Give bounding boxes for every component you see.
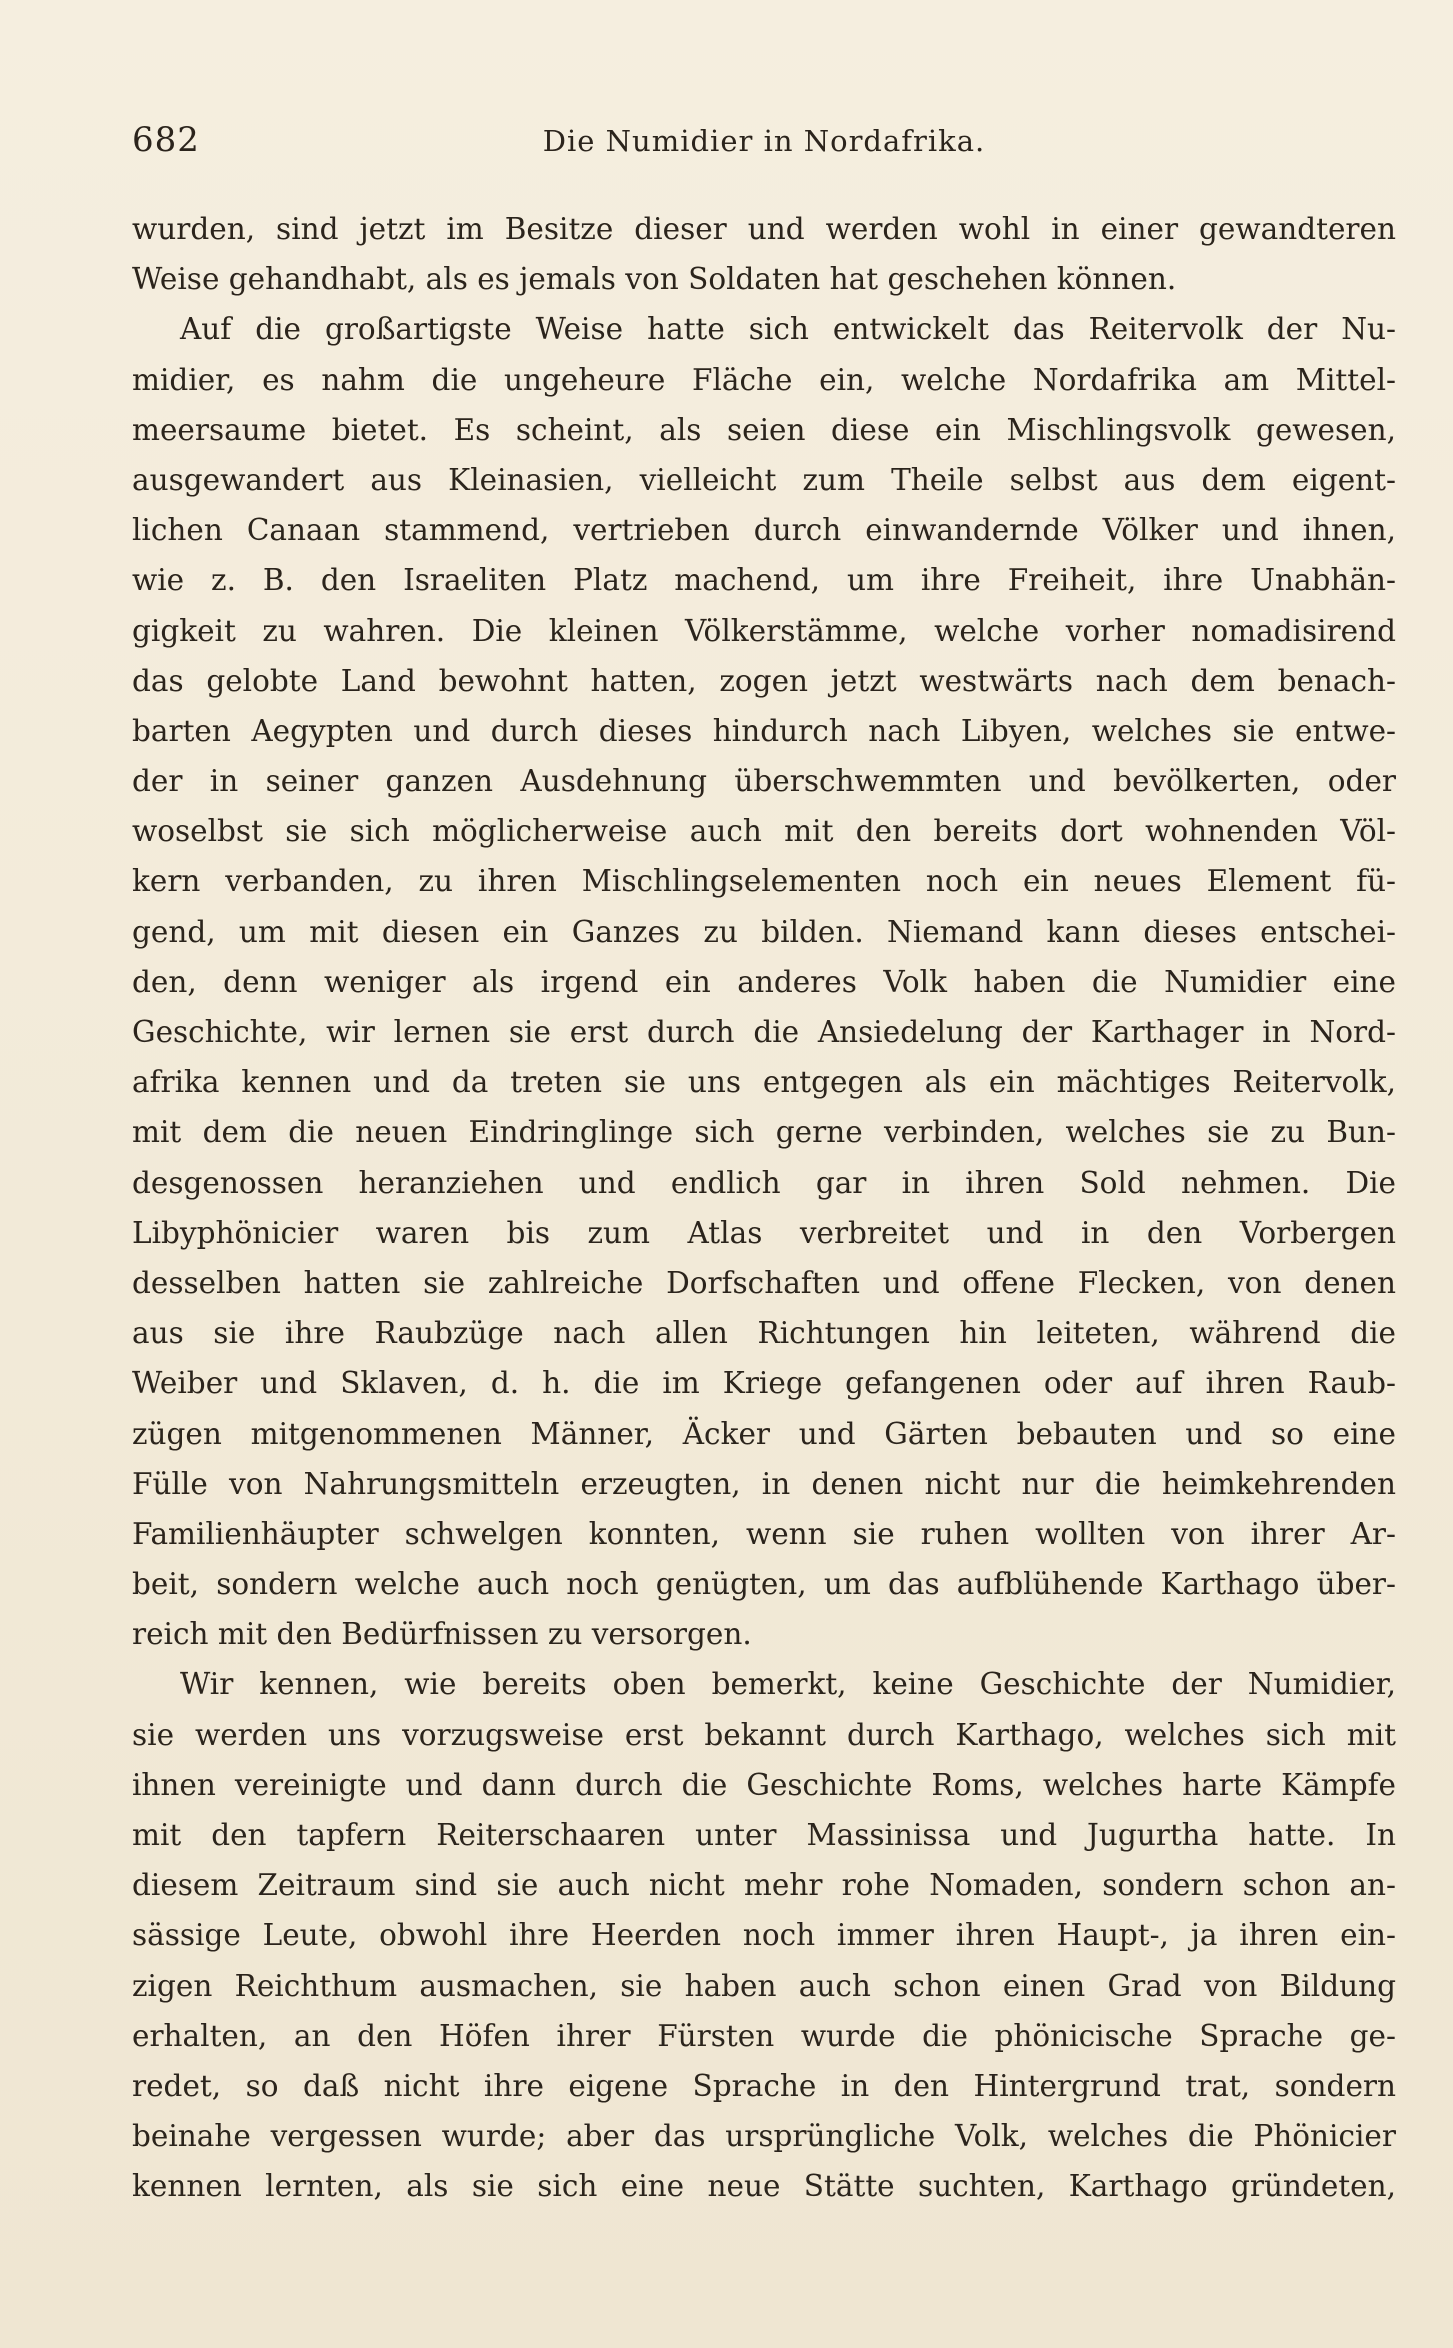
text-line: Auf die großartigste Weise hatte sich entwickelt das Reitervolk der Nu- — [180, 312, 1396, 347]
text-line: den, denn weniger als irgend ein anderes Volk haben die Numidier eine — [132, 964, 1396, 999]
text-line: Libyphönicier waren bis zum Atlas verbreitet und in den Vorbergen — [132, 1215, 1396, 1250]
text-line: gigkeit zu wahren. Die kleinen Völkerstämme, welche vorher nomadisirend — [132, 613, 1396, 648]
page-header — [132, 120, 1396, 170]
text-line: lichen Canaan stammend, vertrieben durch einwandernde Völker und ihnen, — [132, 513, 1396, 548]
text-line: midier, es nahm die ungeheure Fläche ein, welche Nordafrika am Mittel- — [132, 362, 1396, 397]
text-line: kern verbanden, zu ihren Mischlingselementen noch ein neues Element fü- — [132, 864, 1396, 899]
text-line: sie werden uns vorzugsweise erst bekannt durch Karthago, welches sich mit — [132, 1717, 1396, 1752]
text-line: der in seiner ganzen Ausdehnung überschwemmten und bevölkerten, oder — [132, 764, 1396, 799]
text-line: Fülle von Nahrungsmitteln erzeugten, in denen nicht nur die heimkehrenden — [132, 1466, 1396, 1501]
text-line: ausgewandert aus Kleinasien, vielleicht zum Theile selbst aus dem eigent- — [132, 462, 1396, 497]
text-line: afrika kennen und da treten sie uns entgegen als ein mächtiges Reitervolk, — [132, 1065, 1396, 1100]
text-line: desselben hatten sie zahlreiche Dorfschaften und offene Flecken, von denen — [132, 1265, 1396, 1300]
text-line: Weiber und Sklaven, d. h. die im Kriege gefangenen oder auf ihren Raub- — [132, 1366, 1396, 1401]
text-line: zügen mitgenommenen Männer, Äcker und Gärten bebauten und so eine — [132, 1416, 1396, 1451]
running-title: Die Numidier in Nordafrika. — [542, 124, 986, 158]
text-line: barten Aegypten und durch dieses hindurch nach Libyen, welches sie entwe- — [132, 713, 1396, 748]
text-line: das gelobte Land bewohnt hatten, zogen jetzt westwärts nach dem benach- — [132, 663, 1396, 698]
text-line: Weise gehandhabt, als es jemals von Soldaten hat geschehen können. — [132, 262, 1177, 297]
text-line: erhalten, an den Höfen ihrer Fürsten wurde die phönicische Sprache ge- — [132, 2018, 1396, 2053]
text-line: redet, so daß nicht ihre eigene Sprache in den Hintergrund trat, sondern — [132, 2068, 1396, 2103]
text-line: sässige Leute, obwohl ihre Heerden noch immer ihren Haupt-, ja ihren ein- — [132, 1918, 1396, 1953]
text-line: beit, sondern welche auch noch genügten, um das aufblühende Karthago über- — [132, 1567, 1396, 1602]
text-line: reich mit den Bedürfnissen zu versorgen. — [132, 1617, 752, 1652]
page-number: 682 — [132, 120, 200, 160]
text-line: beinahe vergessen wurde; aber das ursprüngliche Volk, welches die Phönicier — [132, 2119, 1396, 2154]
text-line: aus sie ihre Raubzüge nach allen Richtungen hin leiteten, während die — [132, 1316, 1396, 1351]
body-text — [132, 204, 1396, 2244]
text-line: kennen lernten, als sie sich eine neue Stätte suchten, Karthago gründeten, — [132, 2169, 1396, 2204]
text-line: Geschichte, wir lernen sie erst durch die Ansiedelung der Karthager in Nord- — [132, 1015, 1396, 1049]
text-line: zigen Reichthum ausmachen, sie haben auch schon einen Grad von Bildung — [132, 1968, 1396, 2003]
text-line: meersaume bietet. Es scheint, als seien diese ein Mischlingsvolk gewesen, — [132, 412, 1396, 447]
text-line: mit dem die neuen Eindringlinge sich gerne verbinden, welches sie zu Bun- — [132, 1115, 1396, 1150]
text-line: Familienhäupter schwelgen konnten, wenn sie ruhen wollten von ihrer Ar- — [132, 1516, 1396, 1551]
text-line: gend, um mit diesen ein Ganzes zu bilden. Niemand kann dieses entschei- — [132, 914, 1396, 949]
text-line: desgenossen heranziehen und endlich gar in ihren Sold nehmen. Die — [132, 1165, 1396, 1200]
text-line: ihnen vereinigte und dann durch die Geschichte Roms, welches harte Kämpfe — [132, 1767, 1396, 1802]
text-line: woselbst sie sich möglicherweise auch mit den bereits dort wohnenden Völ- — [132, 814, 1396, 849]
text-line: mit den tapfern Reiterschaaren unter Massinissa und Jugurtha hatte. In — [132, 1818, 1396, 1852]
text-line: wie z. B. den Israeliten Platz machend, um ihre Freiheit, ihre Unabhän- — [132, 563, 1396, 598]
text-line: Wir kennen, wie bereits oben bemerkt, keine Geschichte der Numidier, — [180, 1667, 1396, 1702]
text-line: diesem Zeitraum sind sie auch nicht mehr rohe Nomaden, sondern schon an- — [132, 1868, 1396, 1903]
text-line: wurden, sind jetzt im Besitze dieser und werden wohl in einer gewandteren — [132, 212, 1396, 246]
